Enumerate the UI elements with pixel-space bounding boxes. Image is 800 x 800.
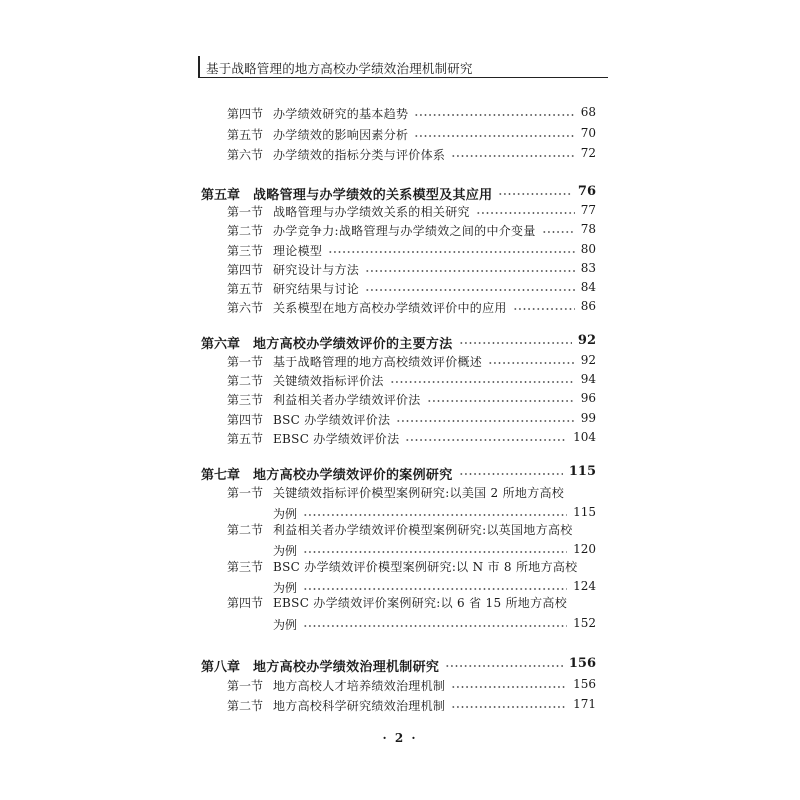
toc-entry-number: 第一节	[227, 205, 264, 219]
leader-dots	[414, 114, 575, 116]
toc-page-number: 70	[580, 126, 596, 140]
toc-section-entry	[0, 558, 800, 578]
toc-page-number: 84	[580, 280, 596, 294]
toc-entry-number: 第五节	[227, 128, 264, 142]
toc-section-entry	[0, 126, 800, 146]
toc-page-number: 120	[573, 542, 596, 556]
leader-dots	[451, 155, 575, 157]
toc-section-entry	[0, 203, 800, 223]
toc-entry-title: 关键绩效指标评价模型案例研究:以美国 2 所地方高校	[273, 486, 565, 500]
leader-dots	[476, 212, 575, 214]
toc-chapter-entry	[0, 656, 800, 676]
leader-dots	[445, 665, 563, 667]
toc-entry-title: 办学绩效研究的基本趋势	[273, 107, 409, 121]
toc-entry-title: BSC 办学绩效评价法	[273, 413, 391, 427]
leader-dots	[303, 588, 567, 590]
toc-entry-number: 第三节	[227, 393, 264, 407]
toc-entry-number: 第一节	[227, 355, 264, 369]
toc-entry-title: 地方高校人才培养绩效治理机制	[273, 679, 446, 693]
toc-section-entry	[0, 677, 800, 697]
header-bar	[198, 56, 200, 78]
toc-entry-title: 基于战略管理的地方高校绩效评价概述	[273, 355, 483, 369]
toc-entry-title: 理论模型	[273, 244, 323, 258]
toc-entry-title: 地方高校科学研究绩效治理机制	[273, 699, 446, 713]
toc-entry-number: 第二节	[227, 374, 264, 388]
toc-entry-title: 战略管理与办学绩效的关系模型及其应用	[253, 188, 493, 203]
leader-dots	[328, 251, 575, 253]
leader-dots	[365, 289, 575, 291]
leader-dots	[451, 706, 567, 708]
toc-entry-number: 第二节	[227, 224, 264, 238]
toc-entry-title-continued: 为例	[273, 618, 298, 632]
toc-entry-title-continued: 为例	[273, 544, 298, 558]
toc-entry-number: 第七章	[201, 468, 241, 483]
toc-section-entry	[0, 697, 800, 717]
toc-page-number: 92	[580, 353, 596, 367]
toc-entry-number: 第六章	[201, 337, 241, 352]
toc-page-number: 68	[580, 105, 596, 119]
toc-page-number: 152	[573, 616, 596, 630]
toc-page-number: 99	[580, 411, 596, 425]
toc-page-number: 171	[573, 697, 596, 711]
toc-page-number: 156	[573, 677, 596, 691]
toc-entry-title: 地方高校办学绩效评价的主要方法	[253, 337, 453, 352]
toc-section-entry	[0, 353, 800, 373]
leader-dots	[303, 551, 567, 553]
toc-page-number: 96	[580, 391, 596, 405]
leader-dots	[513, 308, 575, 310]
toc-entry-number: 第六节	[227, 148, 264, 162]
toc-entry-title: 战略管理与办学绩效关系的相关研究	[273, 205, 470, 219]
toc-entry-number: 第四节	[227, 596, 264, 610]
leader-dots	[459, 342, 572, 344]
toc-page-number: 104	[573, 430, 596, 444]
toc-entry-continuation	[0, 616, 800, 636]
toc-section-entry	[0, 430, 800, 450]
leader-dots	[451, 686, 567, 688]
toc-entry-number: 第五节	[227, 432, 264, 446]
running-header	[198, 52, 608, 78]
toc-section-entry	[0, 146, 800, 166]
toc-page-number: 77	[580, 203, 596, 217]
toc-entry-title: 办学竞争力:战略管理与办学绩效之间的中介变量	[273, 224, 536, 238]
header-rule	[198, 77, 608, 78]
toc-section-entry	[0, 280, 800, 300]
toc-entry-title: 利益相关者办学绩效评价模型案例研究:以英国地方高校	[273, 523, 573, 537]
toc-page-number: 94	[580, 372, 596, 386]
toc-chapter-entry	[0, 184, 800, 204]
leader-dots	[498, 193, 572, 195]
toc-entry-title-continued: 为例	[273, 507, 298, 521]
toc-entry-title: EBSC 办学绩效评价法	[273, 432, 400, 446]
toc-entry-number: 第一节	[227, 679, 264, 693]
toc-section-entry	[0, 222, 800, 242]
toc-entry-title: BSC 办学绩效评价模型案例研究:以 N 市 8 所地方高校	[273, 560, 578, 574]
toc-section-entry	[0, 411, 800, 431]
toc-section-entry	[0, 594, 800, 614]
toc-entry-title: 办学绩效的指标分类与评价体系	[273, 148, 446, 162]
leader-dots	[488, 362, 575, 364]
toc-section-entry	[0, 299, 800, 319]
toc-page-number: 124	[573, 579, 596, 593]
toc-chapter-entry	[0, 464, 800, 484]
toc-page-number: 115	[568, 464, 596, 479]
toc-entry-title-continued: 为例	[273, 581, 298, 595]
toc-page-number: 115	[573, 505, 596, 519]
toc-section-entry	[0, 242, 800, 262]
toc-entry-title: 利益相关者办学绩效评价法	[273, 393, 421, 407]
toc-entry-title: 关系模型在地方高校办学绩效评价中的应用	[273, 301, 507, 315]
toc-page-number: 72	[580, 146, 596, 160]
toc-section-entry	[0, 521, 800, 541]
toc-entry-title: 地方高校办学绩效评价的案例研究	[253, 468, 453, 483]
toc-entry-number: 第三节	[227, 560, 264, 574]
header-title: 基于战略管理的地方高校办学绩效治理机制研究	[206, 61, 473, 76]
toc-entry-title: EBSC 办学绩效评价案例研究:以 6 省 15 所地方高校	[273, 596, 568, 610]
toc-section-entry	[0, 372, 800, 392]
leader-dots	[365, 270, 575, 272]
leader-dots	[542, 231, 575, 233]
toc-entry-title: 办学绩效的影响因素分析	[273, 128, 409, 142]
toc-entry-number: 第六节	[227, 301, 264, 315]
toc-entry-number: 第四节	[227, 107, 264, 121]
toc-entry-number: 第五章	[201, 188, 241, 203]
leader-dots	[303, 625, 567, 627]
toc-entry-title: 地方高校办学绩效治理机制研究	[253, 660, 440, 675]
leader-dots	[427, 400, 575, 402]
toc-section-entry	[0, 105, 800, 125]
toc-page-number: 156	[568, 656, 596, 671]
leader-dots	[459, 473, 563, 475]
toc-section-entry	[0, 484, 800, 504]
toc-page-number: 80	[580, 242, 596, 256]
toc-entry-number: 第四节	[227, 263, 264, 277]
leader-dots	[414, 135, 575, 137]
toc-entry-number: 第二节	[227, 523, 264, 537]
toc-page-number: 76	[577, 184, 596, 199]
leader-dots	[390, 381, 575, 383]
toc-entry-title: 研究设计与方法	[273, 263, 360, 277]
toc-page-number: 83	[580, 261, 596, 275]
toc-entry-number: 第二节	[227, 699, 264, 713]
toc-entry-title: 研究结果与讨论	[273, 282, 360, 296]
leader-dots	[396, 420, 575, 422]
toc-entry-number: 第三节	[227, 244, 264, 258]
toc-entry-number: 第一节	[227, 486, 264, 500]
toc-entry-number: 第八章	[201, 660, 241, 675]
toc-chapter-entry	[0, 333, 800, 353]
toc-page-number: 78	[580, 222, 596, 236]
toc-page-number: 92	[577, 333, 596, 348]
page-number: · 2 ·	[382, 731, 418, 745]
toc-page-number: 86	[580, 299, 596, 313]
toc-section-entry	[0, 391, 800, 411]
toc-entry-number: 第四节	[227, 413, 264, 427]
toc-entry-number: 第五节	[227, 282, 264, 296]
toc-entry-title: 关键绩效指标评价法	[273, 374, 384, 388]
leader-dots	[405, 439, 567, 441]
leader-dots	[303, 514, 567, 516]
toc-section-entry	[0, 261, 800, 281]
